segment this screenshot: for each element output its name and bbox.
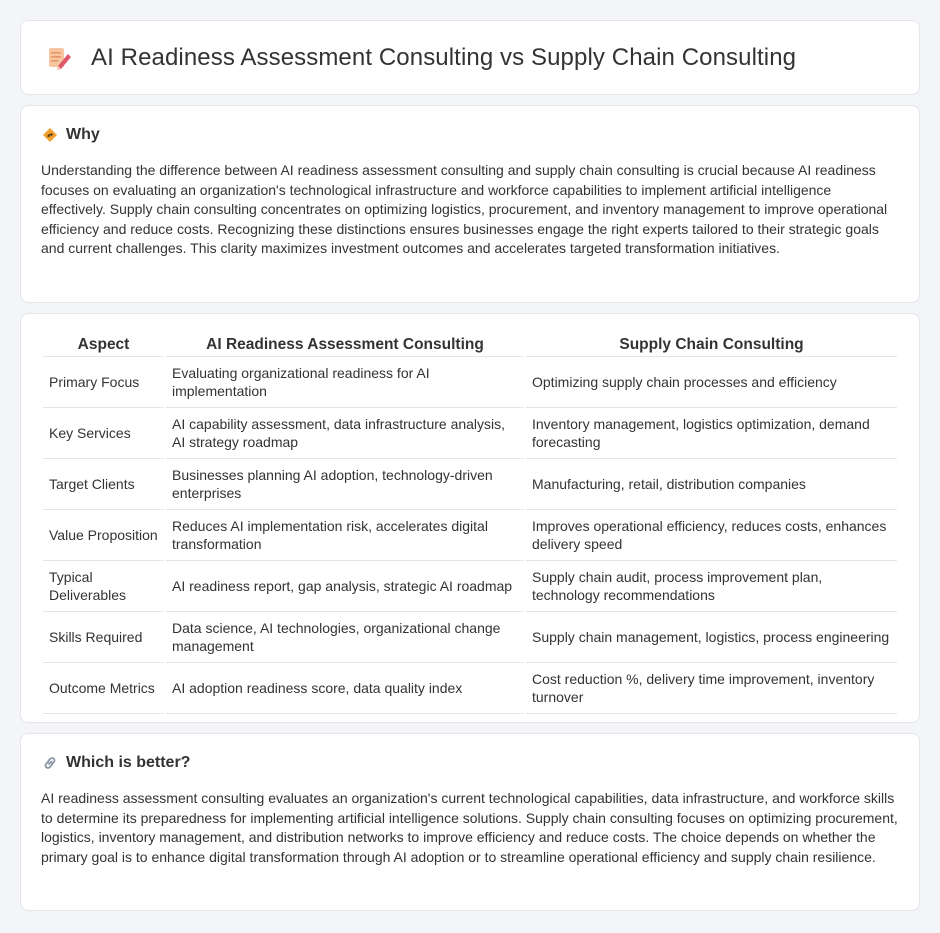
table-cell-ai-readiness: AI readiness report, gap analysis, strategic AI roadmap	[166, 561, 524, 612]
which-title: Which is better?	[66, 754, 191, 771]
table-cell-supply-chain: Supply chain audit, process improvement plan, technology recommendations	[526, 561, 897, 612]
table-cell-ai-readiness: AI capability assessment, data infrastructure analysis, AI strategy roadmap	[166, 408, 524, 459]
table-cell-supply-chain: Manufacturing, retail, distribution companies	[526, 459, 897, 510]
table-cell-aspect: Target Clients	[43, 459, 164, 510]
table-cell-supply-chain: Improves operational efficiency, reduces costs, enhances delivery speed	[526, 510, 897, 561]
table-cell-supply-chain: Cost reduction %, delivery time improvement, inventory turnover	[526, 663, 897, 714]
table-row	[43, 663, 897, 714]
table-cell-ai-readiness: Reduces AI implementation risk, accelerates digital transformation	[166, 510, 524, 561]
column-header-aspect: Aspect	[43, 328, 164, 357]
comparison-section	[20, 313, 920, 723]
table-cell-ai-readiness: Businesses planning AI adoption, technology-driven enterprises	[166, 459, 524, 510]
table-cell-aspect: Typical Deliverables	[43, 561, 164, 612]
which-text: AI readiness assessment consulting evaluates an organization's current technological capabilities, data infrastructure, and workforce skills to determine its preparedness for implementing artificial intelligence solutions. Supply chain consulting focuses on optimizing procurement, logistics, inventory management, and distribution networks to improve efficiency and reduce costs. The choice depends on whether the primary goal is to enhance digital transformation through AI adoption or to streamline operational efficiency and supply chain resilience.	[41, 790, 898, 865]
table-row	[43, 357, 897, 408]
table-row	[43, 561, 897, 612]
table-cell-aspect: Skills Required	[43, 612, 164, 663]
diamond-sign-icon	[41, 126, 59, 144]
table-cell-aspect: Outcome Metrics	[43, 663, 164, 714]
table-row	[43, 408, 897, 459]
table-row	[43, 459, 897, 510]
table-cell-supply-chain: Inventory management, logistics optimization, demand forecasting	[526, 408, 897, 459]
pencil-paper-icon	[45, 44, 73, 72]
header-card	[20, 20, 920, 95]
table-row	[43, 510, 897, 561]
column-header-supply-chain: Supply Chain Consulting	[526, 328, 897, 357]
link-icon	[41, 754, 59, 772]
why-text: Understanding the difference between AI readiness assessment consulting and supply chain consulting is crucial because AI readiness focuses on evaluating an organization's technological infrastructure and workforce capabilities to implement artificial intelligence effectively. Supply chain consulting concentrates on optimizing logistics, procurement, and inventory management to improve operational efficiency and reduce costs. Recognizing these distinctions ensures businesses engage the right experts tailored to their strategic goals and current challenges. This clarity maximizes investment outcomes and accelerates targeted transformation initiatives.	[41, 162, 888, 256]
table-cell-aspect: Value Proposition	[43, 510, 164, 561]
table-cell-ai-readiness: Data science, AI technologies, organizational change management	[166, 612, 524, 663]
table-cell-ai-readiness: Evaluating organizational readiness for AI implementation	[166, 357, 524, 408]
table-row	[43, 612, 897, 663]
table-cell-aspect: Key Services	[43, 408, 164, 459]
why-section	[20, 105, 920, 303]
which-section	[20, 733, 920, 911]
table-cell-aspect: Primary Focus	[43, 357, 164, 408]
column-header-ai-readiness: AI Readiness Assessment Consulting	[166, 328, 524, 357]
table-cell-ai-readiness: AI adoption readiness score, data quality index	[166, 663, 524, 714]
table-cell-supply-chain: Optimizing supply chain processes and efficiency	[526, 357, 897, 408]
table-cell-supply-chain: Supply chain management, logistics, process engineering	[526, 612, 897, 663]
table-header-row	[43, 328, 897, 357]
page-title: AI Readiness Assessment Consulting vs Supply Chain Consulting	[91, 43, 797, 71]
comparison-table	[41, 328, 899, 714]
why-title: Why	[66, 126, 100, 143]
